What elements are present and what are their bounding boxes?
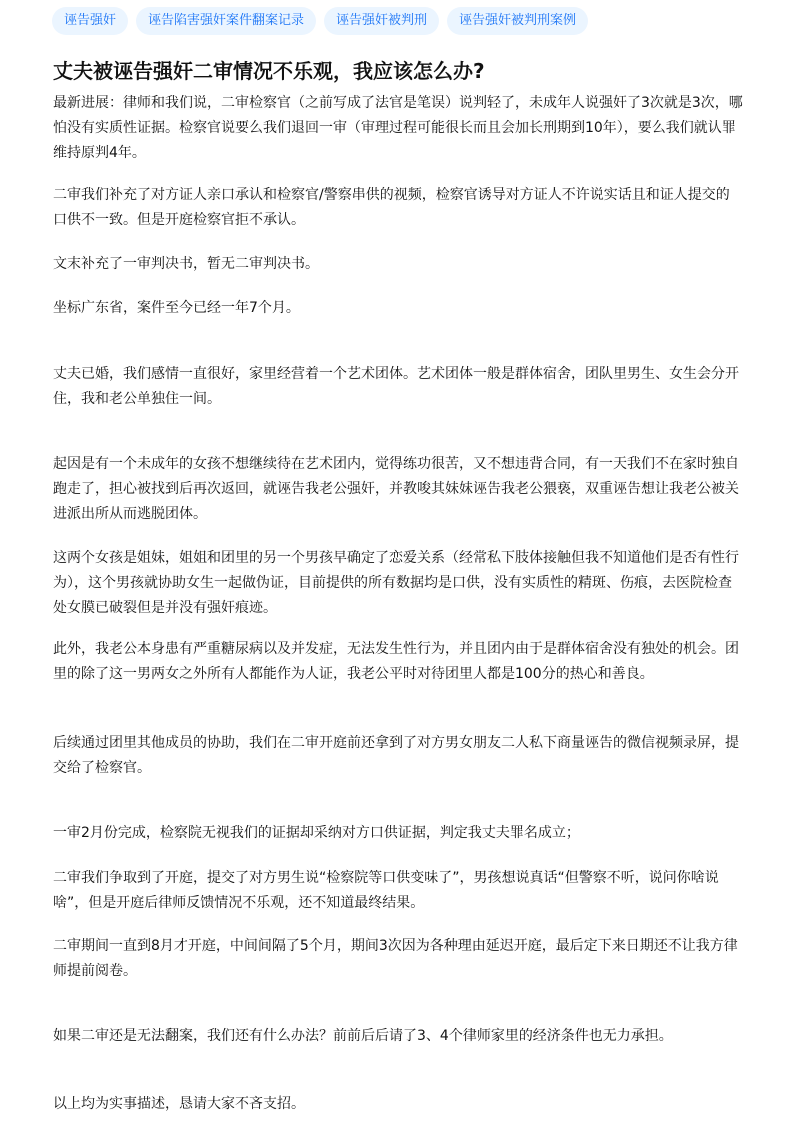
paragraph: 文末补充了一审判决书，暂无二审判决书。 [53, 256, 319, 272]
paragraph: 丈夫已婚，我们感情一直很好，家里经营着一个艺术团体。艺术团体一般是群体宿舍，团队里男生、女生会分开住，我和老公单独住一间。 [53, 366, 739, 407]
paragraph-latest-progress: 最新进展：律师和我们说，二审检察官（之前写成了法官是笔误）说判轻了，未成年人说强奸了3次就是3次，哪怕没有实质性证据。检察官说要么我们退回一审（审理过程可能很长而且会加长刑期到10年），要么我们就认罪维持原判4年。 [53, 95, 743, 161]
topic-tag[interactable]: 诬告强奸被判刑 [324, 7, 439, 35]
paragraph: 如果二审还是无法翻案，我们还有什么办法？前前后后请了3、4个律师家里的经济条件也无力承担。 [53, 1028, 673, 1044]
paragraph: 二审我们争取到了开庭，提交了对方男生说“检察院等口供变味了”，男孩想说真话“但警察不听，说问你啥说啥”，但是开庭后律师反馈情况不乐观，还不知道最终结果。 [53, 870, 719, 911]
topic-tag[interactable]: 诬告强奸被判刑案例 [447, 7, 588, 35]
paragraph: 起因是有一个未成年的女孩不想继续待在艺术团内，觉得练功很苦，又不想违背合同，有一天我们不在家时独自跑走了，担心被找到后再次返回，就诬告我老公强奸，并教唆其妹妹诬告我老公猥亵，双重诬告想让我老公被关进派出所从而逃脱团体。 [53, 456, 739, 522]
paragraph: 一审2月份完成，检察院无视我们的证据却采纳对方口供证据，判定我丈夫罪名成立； [53, 825, 580, 841]
paragraph: 以上均为实事描述，恳请大家不吝支招。 [53, 1096, 305, 1112]
topic-tags [52, 7, 588, 35]
paragraph: 坐标广东省，案件至今已经一年7个月。 [53, 300, 300, 316]
paragraph: 二审期间一直到8月才开庭，中间间隔了5个月，期间3次因为各种理由延迟开庭，最后定下来日期还不让我方律师提前阅卷。 [53, 938, 738, 979]
topic-tag[interactable]: 诬告强奸 [52, 7, 128, 35]
paragraph: 这两个女孩是姐妹，姐姐和团里的另一个男孩早确定了恋爱关系（经常私下肢体接触但我不知道他们是否有性行为），这个男孩就协助女生一起做伪证，目前提供的所有数据均是口供，没有实质性的精斑、伤痕，去医院检查处女膜已破裂但是并没有强奸痕迹。 [53, 550, 739, 616]
question-title: 丈夫被诬告强奸二审情况不乐观，我应该怎么办? [53, 59, 485, 83]
paragraph: 二审我们补充了对方证人亲口承认和检察官/警察串供的视频，检察官诱导对方证人不许说实话且和证人提交的口供不一致。但是开庭检察官拒不承认。 [53, 187, 730, 228]
paragraph: 后续通过团里其他成员的协助，我们在二审开庭前还拿到了对方男女朋友二人私下商量诬告的微信视频录屏，提交给了检察官。 [53, 735, 739, 776]
paragraph: 此外，我老公本身患有严重糖尿病以及并发症，无法发生性行为，并且团内由于是群体宿舍没有独处的机会。团里的除了这一男两女之外所有人都能作为人证，我老公平时对待团里人都是100分的热心和善良。 [53, 641, 739, 682]
topic-tag[interactable]: 诬告陷害强奸案件翻案记录 [136, 7, 316, 35]
